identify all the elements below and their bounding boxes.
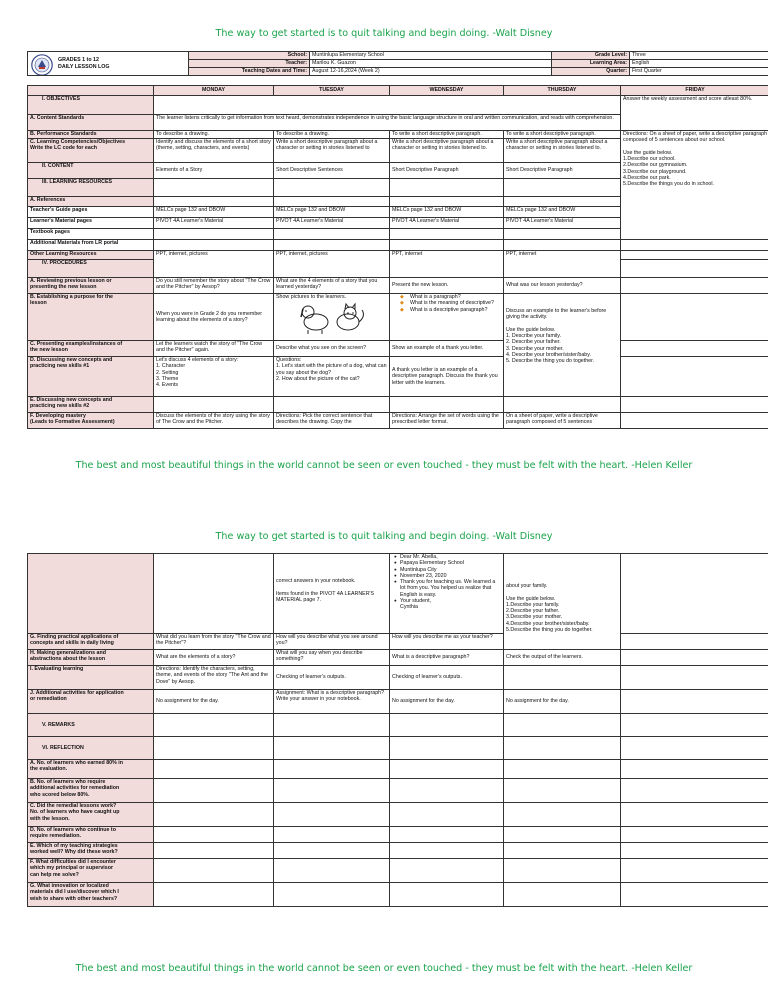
- empty-cell: [390, 229, 504, 240]
- content-standards-label: A. Content Standards: [28, 115, 154, 131]
- proc-e-label: E. Discussing new concepts and practicing new skills #2: [28, 397, 154, 413]
- learning-area-value: English: [630, 60, 768, 68]
- empty-cell: [274, 714, 390, 737]
- lr-portal-label: Additional Materials from LR portal: [28, 240, 154, 251]
- objectives-label: I. OBJECTIVES: [28, 96, 154, 115]
- performance-standards-label: B. Performance Standards: [28, 131, 154, 139]
- tg-label: Teacher's Guide pages: [28, 207, 154, 218]
- ref-e-label: E. Which of my teaching strategies worked well? Why did these work?: [28, 843, 154, 859]
- bottom-quote-2: The best and most beautiful things in the world cannot be seen or even touched - they must be felt with the heart. -Helen Keller: [75, 963, 693, 974]
- friday-assessment: Answer the weekly assessment and score atleast 80%.: [621, 96, 768, 131]
- proc-h-tue: What will you say when you describe something?: [274, 650, 390, 666]
- empty-cell: [274, 843, 390, 859]
- proc-g-wed: How will you describe me as your teacher?: [390, 634, 504, 650]
- empty-cell: [504, 859, 621, 883]
- empty-cell: [621, 650, 768, 666]
- proc-i-wed: Checking of learner's outputs.: [390, 666, 504, 690]
- empty-cell: [154, 179, 274, 197]
- proc-i-mon: Directions: Identify the characters, setting, theme, and events of the story "The Ant and the Dove" by Aesop.: [154, 666, 274, 690]
- lm-thu: PIVOT 4A Learner's Material: [504, 218, 621, 229]
- empty-cell: [390, 779, 504, 803]
- teacher-label: Teacher:: [189, 60, 310, 68]
- empty-cell: [390, 827, 504, 843]
- empty-cell: [504, 714, 621, 737]
- empty-cell: [154, 240, 274, 251]
- empty-cell: [390, 714, 504, 737]
- empty-cell: [621, 883, 768, 907]
- empty-cell: [274, 737, 390, 760]
- learning-area-label: Learning Area:: [552, 60, 630, 68]
- resources-label: III. LEARNING RESOURCES: [28, 179, 154, 197]
- empty-cell: [621, 278, 768, 294]
- ref-a-label: A. No. of learners who earned 80% in the evaluation.: [28, 760, 154, 779]
- proc-d-label: D. Discussing new concepts and practicing new skills #1: [28, 357, 154, 397]
- empty-cell: [390, 197, 504, 207]
- top-quote-1: The way to get started is to quit talking and begin doing. -Walt Disney: [215, 28, 553, 39]
- empty-cell: [504, 229, 621, 240]
- dll-continuation-table: [27, 553, 768, 907]
- day-header-friday: FRIDAY: [621, 86, 768, 96]
- proc-j-tue: Assignment: What is a descriptive paragraph? Write your answer in your notebook.: [274, 690, 390, 714]
- empty-cell: [621, 779, 768, 803]
- dates-value: August 12-16,2024 (Week 2): [310, 68, 552, 76]
- dog-and-cat-picture-icon: [298, 300, 368, 336]
- empty-cell: [274, 760, 390, 779]
- empty-cell: [154, 859, 274, 883]
- content-mon: Elements of a Story: [154, 163, 274, 179]
- proc-b-tue-text: Show pictures to the learners.: [276, 294, 347, 300]
- proc-f-label: F. Developing mastery (Leads to Formative Assessment): [28, 413, 154, 429]
- proc-g-thu: Check the output of the learners.: [504, 650, 621, 666]
- empty-cell: [621, 294, 768, 341]
- proc-a-wed: Present the new lesson.: [390, 278, 504, 294]
- empty-cell: [154, 779, 274, 803]
- empty-cell: [390, 397, 504, 413]
- reflection-label: VI. REFLECTION: [28, 737, 154, 760]
- empty-cell: [504, 760, 621, 779]
- grades-label: GRADES 1 to 12: [58, 57, 99, 64]
- perf-thu: To write a short descriptive paragraph.: [504, 131, 621, 139]
- empty-cell: [621, 397, 768, 413]
- tg-wed: MELCs page 132 and DBOW: [390, 207, 504, 218]
- empty-cell: [621, 240, 768, 251]
- proc-a-tue: What are the 4 elements of a story that you learned yesterday?: [274, 278, 390, 294]
- header-title: [28, 52, 189, 76]
- empty-cell: [274, 240, 390, 251]
- proc-b-mon: When you were in Grade 2 do you remember learning about the elements of a story?: [154, 294, 274, 341]
- empty-cell: [390, 883, 504, 907]
- empty-cell: [390, 179, 504, 197]
- empty-cell: [504, 883, 621, 907]
- empty-cell: [504, 179, 621, 197]
- empty-cell: [621, 634, 768, 650]
- list-item: ● Your student, Cynthia: [392, 598, 501, 611]
- empty-cell: [621, 760, 768, 779]
- empty-cell: [154, 554, 274, 634]
- empty-cell: [154, 843, 274, 859]
- empty-cell: [390, 843, 504, 859]
- teacher-value: Marilou K. Guazon: [310, 60, 552, 68]
- proc-b-wed: [390, 294, 504, 341]
- list-item: ◆ What is the meaning of descriptive?: [392, 300, 501, 306]
- list-item: ● Papaya Elementary School: [392, 560, 501, 566]
- empty-cell: [390, 760, 504, 779]
- proc-c-tue: Describe what you see on the screen?: [274, 341, 390, 357]
- thank-you-letter-list: [392, 554, 501, 611]
- list-item: ◆ What is a paragraph?: [392, 294, 501, 300]
- empty-cell: [621, 714, 768, 737]
- empty-cell: [390, 803, 504, 827]
- empty-cell: [390, 737, 504, 760]
- school-value: Muntinlupa Elementary School: [310, 52, 552, 60]
- empty-cell: [154, 827, 274, 843]
- empty-cell: [504, 827, 621, 843]
- bottom-quote-1: The best and most beautiful things in the world cannot be seen or even touched - they must be felt with the heart. -Helen Keller: [75, 460, 693, 471]
- comp-thu: Write a short descriptive paragraph about a character or setting in stories listened to.: [504, 139, 621, 163]
- other-tue: PPT, internet, pictures: [274, 251, 390, 278]
- tg-mon: MELCs page 132 and DBOW: [154, 207, 274, 218]
- proc-h-mon: What are the elements of a story?: [154, 650, 274, 666]
- dll-main-table: [27, 85, 768, 429]
- lm-wed: PIVOT 4A Learner's Material: [390, 218, 504, 229]
- school-label: School:: [189, 52, 310, 60]
- cont-wed: [390, 554, 504, 634]
- day-header-tuesday: TUESDAY: [274, 86, 390, 96]
- proc-a-thu: What was our lesson yesterday?: [504, 278, 621, 294]
- empty-cell: [504, 666, 621, 690]
- cont-thu: about your family. Use the guide below. 1.Describe your family. 2.Describe your father. 3.Describe your mother. 4.Describe your brother/sister/baby. 5.Describe the thing you do together.: [504, 554, 621, 650]
- ref-g-label: G. What innovation or localized materials did I use/discover which I wish to share with other teachers?: [28, 883, 154, 907]
- empty-cell: [154, 714, 274, 737]
- competencies-label: C. Learning Competencies/Objectives Write the LC code for each: [28, 139, 154, 163]
- day-header-thursday: THURSDAY: [504, 86, 621, 96]
- proc-i-label: I. Evaluating learning: [28, 666, 154, 690]
- empty-cell: [154, 197, 274, 207]
- tg-thu: MELCs page 132 and DBOW: [504, 207, 621, 218]
- other-resources-label: Other Learning Resources: [28, 251, 154, 260]
- empty-cell: [621, 413, 768, 429]
- empty-cell: [154, 737, 274, 760]
- cont-label-blank: [28, 554, 154, 634]
- proc-j-label: J. Additional activities for application or remediation: [28, 690, 154, 714]
- grade-level-value: Three: [630, 52, 768, 60]
- empty-cell: [154, 760, 274, 779]
- day-header-monday: MONDAY: [154, 86, 274, 96]
- proc-g-label: G. Finding practical applications of concepts and skills in daily living: [28, 634, 154, 650]
- references-label: A. References: [28, 197, 154, 207]
- remarks-label: V. REMARKS: [28, 714, 154, 737]
- proc-b-thu: Discuss an example to the learner's before giving the activity. Use the guide below. 1. Describe your family. 2. Describe your father. 3. Describe your mother. 4. Describe your brother/sister/baby. 5. Describe the thing you do together.: [504, 294, 621, 397]
- dates-label: Teaching Dates and Time:: [189, 68, 310, 76]
- empty-cell: [504, 397, 621, 413]
- log-label: DAILY LESSON LOG: [58, 63, 110, 70]
- content-thu: Short Descriptive Paragraph: [504, 163, 621, 179]
- empty-cell: [274, 397, 390, 413]
- empty-cell: [274, 883, 390, 907]
- proc-a-label: A. Reviewing previous lesson or presenting the new lesson: [28, 278, 154, 294]
- proc-h-wed: What is a descriptive paragraph?: [390, 650, 504, 666]
- dll-header-table: [27, 51, 768, 76]
- proc-d-mon: Let's discuss 4 elements of a story: 1. Character 2. Setting 3. Theme 4. Events: [154, 357, 274, 397]
- ref-b-label: B. No. of learners who require additional activities for remediation who scored below 80%.: [28, 779, 154, 803]
- other-wed: PPT, internet: [390, 251, 504, 278]
- list-item: ◆ What is a descriptive paragraph?: [392, 307, 501, 313]
- proc-f-thu: On a sheet of paper, write a descriptive paragraph composed of 5 sentences: [504, 413, 621, 429]
- empty-cell: [274, 859, 390, 883]
- top-quote-2: The way to get started is to quit talking and begin doing. -Walt Disney: [215, 531, 553, 542]
- empty-cell: [504, 737, 621, 760]
- proc-j-thu: No assignment for the day.: [504, 690, 621, 714]
- empty-cell: [621, 690, 768, 714]
- proc-f-wed: Directions: Arrange the set of words using the prescribed letter format.: [390, 413, 504, 429]
- proc-g-mon: What did you learn from the story "The Crow and the Pitcher"?: [154, 634, 274, 650]
- perf-mon: To describe a drawing.: [154, 131, 274, 139]
- objectives-cell: [154, 96, 621, 115]
- proc-j-wed: No assignment for the day.: [390, 690, 504, 714]
- content-wed: Short Descriptive Paragraph: [390, 163, 504, 179]
- empty-cell: [621, 357, 768, 397]
- empty-cell: [274, 229, 390, 240]
- empty-cell: [621, 737, 768, 760]
- grade-level-label: Grade Level:: [552, 52, 630, 60]
- proc-f-mon: Discuss the elements of the story using the story of The Crow and the Pitcher.: [154, 413, 274, 429]
- empty-cell: [504, 843, 621, 859]
- other-thu: PPT, internet: [504, 251, 621, 278]
- comp-mon: Identify and discuss the elements of a short story (theme, setting, characters, and events): [154, 139, 274, 163]
- proc-b-tue: [274, 294, 390, 341]
- empty-cell: [621, 341, 768, 357]
- proc-d-tue: Questions: 1. Let's start with the picture of a dog, what can you say about the dog? 2. How about the picture of the cat?: [274, 357, 390, 397]
- proc-i-tue: Checking of learner's outputs.: [274, 666, 390, 690]
- content-standards-value: The learner listens critically to get information from text heard, demonstrates independence in using the basic language structure in oral and written communication, and reads with comprehension.: [154, 115, 621, 131]
- empty-cell: [621, 859, 768, 883]
- other-mon: PPT, internet, pictures: [154, 251, 274, 278]
- proc-b-wed-list: [392, 294, 501, 313]
- empty-cell: [621, 554, 768, 634]
- empty-cell: [504, 803, 621, 827]
- lm-tue: PIVOT 4A Learner's Material: [274, 218, 390, 229]
- perf-fri: Directions: On a sheet of paper, write a descriptive paragraph composed of 5 sentences about our school. Use the guide below. 1.Describe our school. 2.Describe our gymnasium. 3.Describe our playground. 4.Describe our park. 5.Describe the things you do in school.: [621, 131, 768, 240]
- content-tue: Short Descriptive Sentences: [274, 163, 390, 179]
- day-header-wednesday: WEDNESDAY: [390, 86, 504, 96]
- perf-tue: To describe a drawing.: [274, 131, 390, 139]
- procedures-label: IV. PROCEDURES: [28, 260, 154, 278]
- empty-cell: [504, 240, 621, 251]
- empty-cell: [504, 779, 621, 803]
- list-item: ● November 23, 2020: [392, 573, 501, 579]
- proc-g-tue: How will you describe what you see around you?: [274, 634, 390, 650]
- proc-a-mon: Do you still remember the story about "The Crow and the Pitcher" by Aesop?: [154, 278, 274, 294]
- empty-cell: [274, 179, 390, 197]
- quarter-value: First Quarter: [630, 68, 768, 76]
- empty-cell: [621, 843, 768, 859]
- proc-b-label: B. Establishing a purpose for the lesson: [28, 294, 154, 341]
- empty-cell: [274, 779, 390, 803]
- textbook-label: Textbook pages: [28, 229, 154, 240]
- lm-mon: PIVOT 4A Learner's Material: [154, 218, 274, 229]
- empty-cell: [390, 240, 504, 251]
- empty-cell: [621, 251, 768, 260]
- empty-cell: [274, 803, 390, 827]
- lm-label: Learner's Material pages: [28, 218, 154, 229]
- cont-tue: correct answers in your notebook. Items found in the PIVOT 4A LEARNER'S MATERIAL page 7.: [274, 554, 390, 634]
- empty-cell: [390, 859, 504, 883]
- ref-c-label: C. Did the remedial lessons work? No. of learners who have caught up with the lesson.: [28, 803, 154, 827]
- empty-cell: [274, 827, 390, 843]
- empty-cell: [154, 803, 274, 827]
- empty-cell: [621, 666, 768, 690]
- ref-d-label: D. No. of learners who continue to require remediation.: [28, 827, 154, 843]
- empty-cell: [154, 229, 274, 240]
- comp-tue: Write a short descriptive paragraph about a character or setting in stories listened to: [274, 139, 390, 163]
- tg-tue: MELCs page 132 and DBOW: [274, 207, 390, 218]
- empty-cell: [504, 197, 621, 207]
- ref-f-label: F. What difficulties did I encounter which my principal or supervisor can help me solve?: [28, 859, 154, 883]
- proc-d-wed: A thank you letter is an example of a descriptive paragraph. Discuss the thank you letter with the learners.: [390, 357, 504, 397]
- proc-j-mon: No assignment for the day.: [154, 690, 274, 714]
- empty-cell: [621, 827, 768, 843]
- comp-wed: Write a short descriptive paragraph about a character or setting in stories listened to.: [390, 139, 504, 163]
- perf-wed: To write a short descriptive paragraph.: [390, 131, 504, 139]
- quarter-label: Quarter:: [552, 68, 630, 76]
- empty-cell: [621, 803, 768, 827]
- proc-c-wed: Show an example of a thank you letter.: [390, 341, 504, 357]
- proc-c-label: C. Presenting examples/instances of the new lesson: [28, 341, 154, 357]
- empty-cell: [154, 883, 274, 907]
- list-item: ● Muntinlupa City: [392, 567, 501, 573]
- proc-f-tue: Directions: Pick the correct sentence that describes the drawing. Copy the: [274, 413, 390, 429]
- proc-h-label: H. Making generalizations and abstractions about the lesson: [28, 650, 154, 666]
- day-header-blank: [28, 86, 154, 96]
- empty-cell: [274, 197, 390, 207]
- content-label: II. CONTENT: [28, 163, 154, 179]
- proc-c-mon: Let the learners watch the story of "The Crow and the Pitcher" again.: [154, 341, 274, 357]
- list-item: ● Dear Mr. Abella,: [392, 554, 501, 560]
- empty-cell: [621, 260, 768, 278]
- empty-cell: [154, 397, 274, 413]
- list-item: ● Thank you for teaching us. We learned a lot from you. You helped us realize that English is easy.: [392, 579, 501, 598]
